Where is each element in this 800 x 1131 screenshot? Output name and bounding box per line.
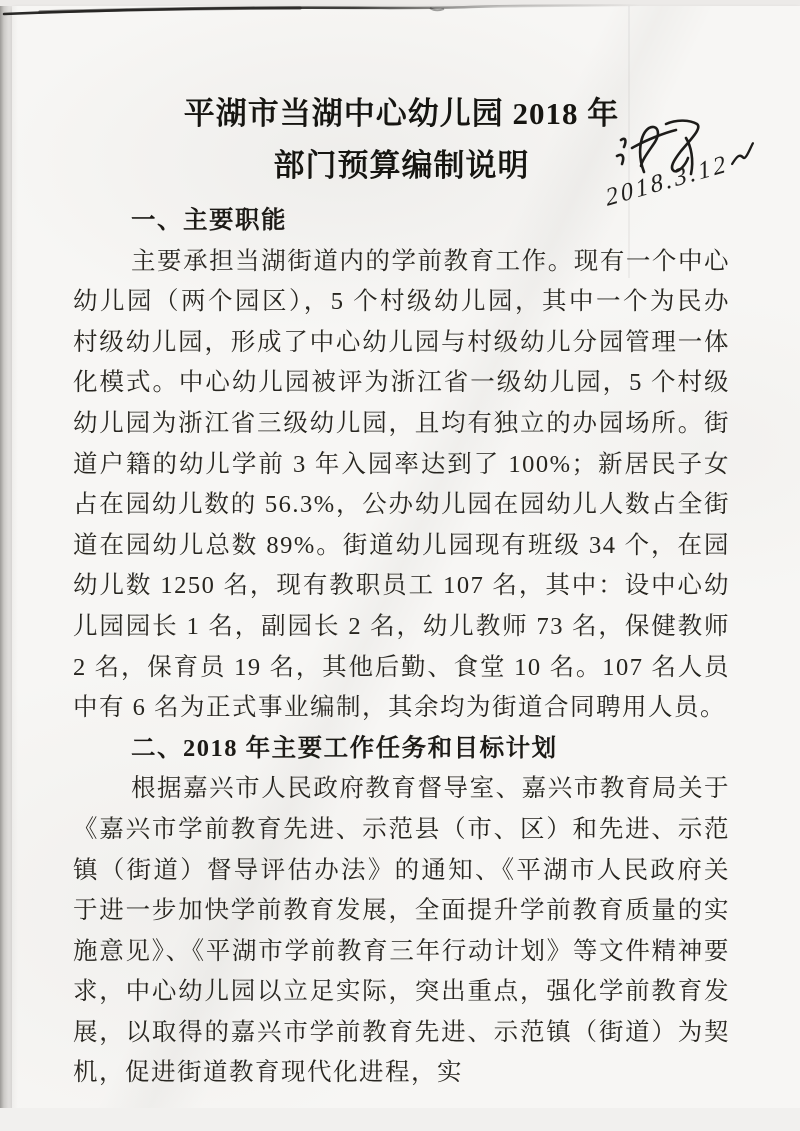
document-body bbox=[73, 0, 730, 1094]
document-title bbox=[73, 88, 730, 192]
document-text bbox=[73, 201, 730, 1094]
section-1-heading: 一、主要职能 bbox=[131, 207, 287, 234]
section-2-heading: 二、2018 年主要工作任务和目标计划 bbox=[131, 734, 558, 762]
scanner-background bbox=[0, 1108, 800, 1131]
document-title-line-1: 平湖市当湖中心幼儿园 2018 年 bbox=[183, 96, 620, 131]
section-2-paragraph: 根据嘉兴市人民政府教育督导室、嘉兴市教育局关于《嘉兴市学前教育先进、示范县（市、区）和先进、示范镇（街道）督导评估办法》的通知、《平湖市人民政府关于进一步加快学前教育发展，全面提升学前教育质量的实施意见》、《平湖市学前教育三年行动计划》等文件精神要求，中心幼儿园以立足实际，突出重点，强化学前教育发展，以取得的嘉兴市学前教育先进、示范镇（街道）为契机，促进街道教育现代化进程，实 bbox=[73, 775, 730, 1087]
document-title-line-2: 部门预算编制说明 bbox=[273, 148, 530, 183]
handwritten-date-text: 2018.3.12 bbox=[603, 150, 731, 212]
section-1-paragraph: 主要承担当湖街道内的学前教育工作。现有一个中心幼儿园（两个园区），5 个村级幼儿园，其中一个为民办村级幼儿园，形成了中心幼儿园与村级幼儿分园管理一体化模式。中心幼儿园被评为浙江省一级幼儿园，5 个村级幼儿园为浙江省三级幼儿园，且均有独立的办园场所。街道户籍的幼儿学前 3 年入园率达到了 100%；新居民子女占在园幼儿数的 56.3%，公办幼儿园在园幼儿人数占全街道在园幼儿总数 89%。街道幼儿园现有班级 34 个，在园幼儿数 1250 名，现有教职员工 107 名，其中：设中心幼儿园园长 1 名，副园长 2 名，幼儿教师 73 名，保健教师 2 名，保育员 19 名，其他后勤、食堂 10 名。107 名人员中有 6 名为正式事业编制，其余均为街道合同聘用人员。 bbox=[73, 247, 730, 722]
